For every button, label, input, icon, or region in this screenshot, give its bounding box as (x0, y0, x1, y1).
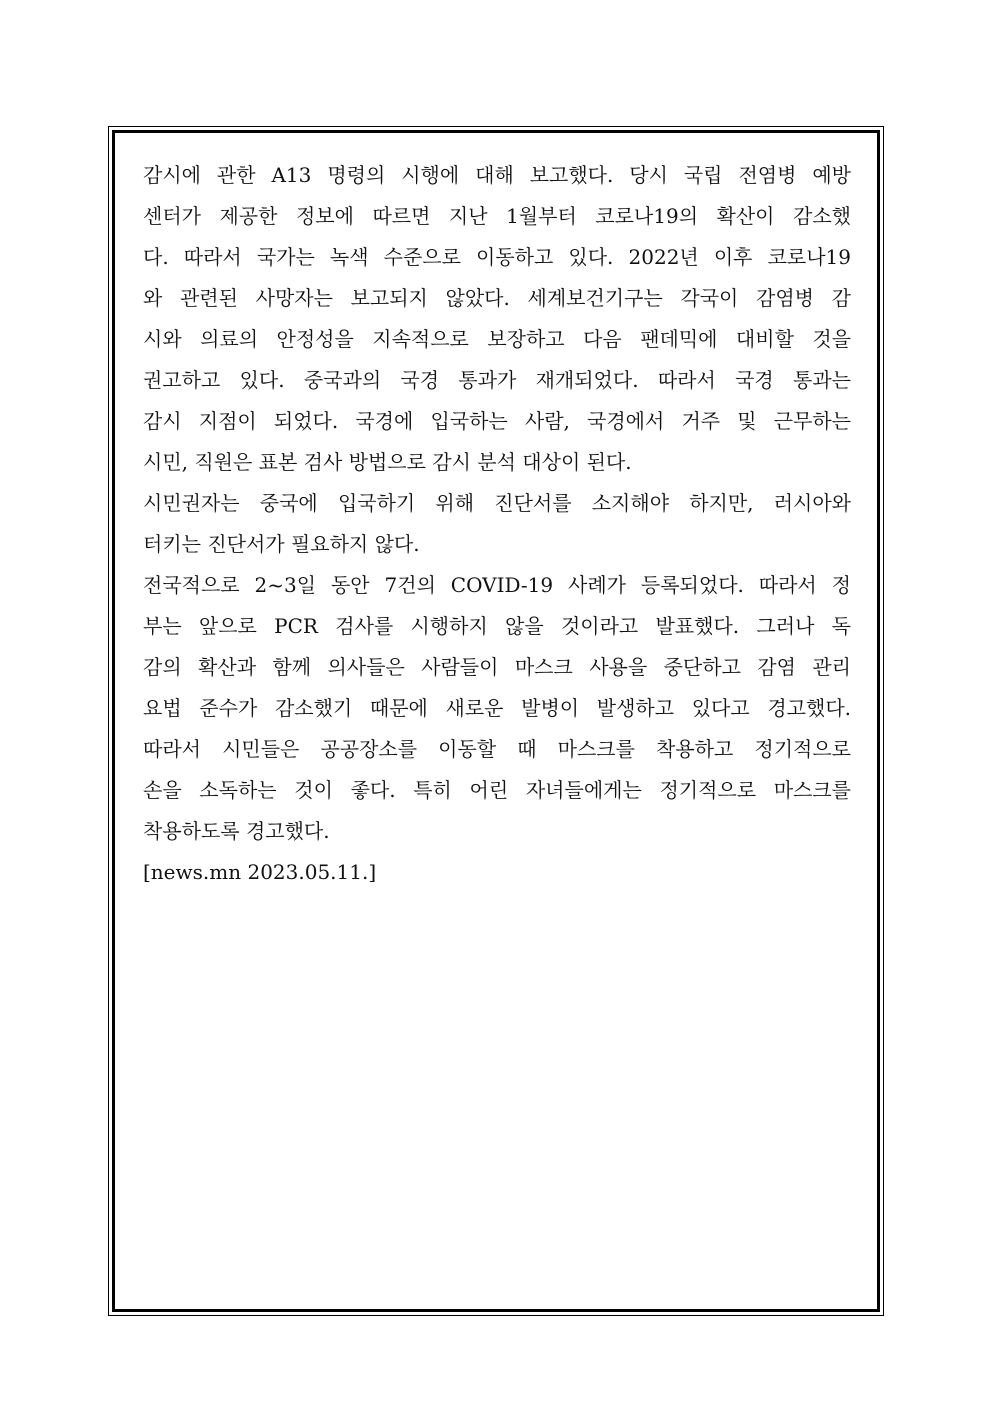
source-citation: [news.mn 2023.05.11.] (143, 860, 377, 884)
text-line: 권고하고 있다. 중국과의 국경 통과가 재개되었다. 따라서 국경 통과는 (143, 368, 851, 392)
text-line: 감시에 관한 A13 명령의 시행에 대해 보고했다. 당시 국립 전염병 예방 (143, 163, 851, 187)
text-line: 와 관련된 사망자는 보고되지 않았다. 세계보건기구는 각국이 감염병 감 (143, 286, 851, 310)
text-line: 부는 앞으로 PCR 검사를 시행하지 않을 것이라고 발표했다. 그러나 독 (143, 614, 851, 638)
text-line: 터키는 진단서가 필요하지 않다. (143, 532, 420, 556)
text-line: 따라서 시민들은 공공장소를 이동할 때 마스크를 착용하고 정기적으로 (143, 737, 851, 761)
article-body (143, 155, 851, 893)
text-line: 손을 소독하는 것이 좋다. 특히 어린 자녀들에게는 정기적으로 마스크를 (143, 778, 851, 802)
text-line: 감의 확산과 함께 의사들은 사람들이 마스크 사용을 중단하고 감염 관리 (143, 655, 851, 679)
text-line: 요법 준수가 감소했기 때문에 새로운 발병이 발생하고 있다고 경고했다. (143, 696, 851, 720)
text-line: 다. 따라서 국가는 녹색 수준으로 이동하고 있다. 2022년 이후 코로나19 (143, 245, 851, 269)
text-line: 착용하도록 경고했다. (143, 819, 330, 843)
text-line: 전국적으로 2~3일 동안 7건의 COVID-19 사례가 등록되었다. 따라서 정 (143, 573, 851, 597)
text-line: 감시 지점이 되었다. 국경에 입국하는 사람, 국경에서 거주 및 근무하는 (143, 409, 851, 433)
text-line: 시민, 직원은 표본 검사 방법으로 감시 분석 대상이 된다. (143, 450, 632, 474)
text-line: 시민권자는 중국에 입국하기 위해 진단서를 소지해야 하지만, 러시아와 (143, 491, 851, 515)
text-line: 시와 의료의 안정성을 지속적으로 보장하고 다음 팬데믹에 대비할 것을 (143, 327, 851, 351)
text-line: 센터가 제공한 정보에 따르면 지난 1월부터 코로나19의 확산이 감소했 (143, 204, 851, 228)
